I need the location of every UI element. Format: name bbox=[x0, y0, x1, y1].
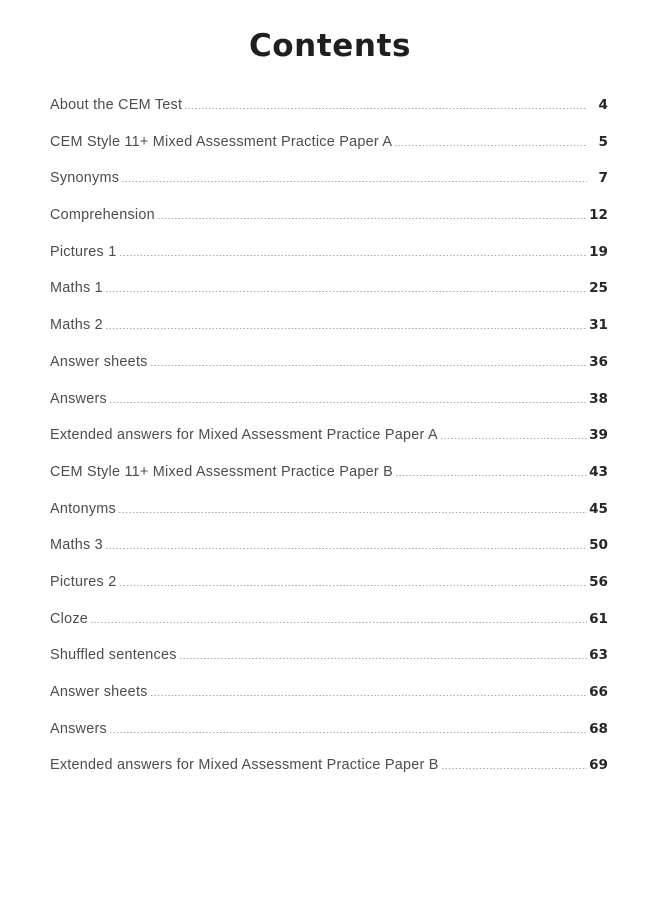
toc-entry-page-number: 39 bbox=[589, 427, 608, 444]
toc-dot-leader bbox=[395, 475, 587, 476]
toc-entry-label: Cloze bbox=[50, 610, 89, 627]
toc-entry[interactable] bbox=[50, 392, 608, 429]
toc-entry[interactable] bbox=[50, 648, 608, 685]
page-title: Contents bbox=[248, 28, 412, 64]
toc-dot-leader bbox=[121, 181, 587, 182]
toc-entry[interactable] bbox=[50, 208, 608, 245]
toc-entry-page-number: 5 bbox=[598, 133, 608, 150]
toc-entry-page-number: 36 bbox=[589, 353, 608, 370]
toc-entry-label: Antonyms bbox=[50, 500, 116, 517]
toc-dot-leader bbox=[150, 695, 587, 696]
toc-entry-page-number: 7 bbox=[598, 170, 608, 187]
toc-entry-page-number: 68 bbox=[589, 720, 608, 737]
toc-entry-label: Synonyms bbox=[50, 170, 120, 187]
toc-entry-label: CEM Style 11+ Mixed Assessment Practice Paper B bbox=[50, 463, 394, 480]
toc-entry[interactable] bbox=[50, 575, 608, 612]
toc-entry-label: Shuffled sentences bbox=[50, 647, 177, 664]
toc-entry-page-number: 63 bbox=[589, 647, 608, 664]
toc-entry[interactable] bbox=[50, 135, 608, 172]
toc-entry-page-number: 25 bbox=[589, 280, 608, 297]
toc-dot-leader bbox=[184, 108, 587, 109]
toc-entry-page-number: 56 bbox=[589, 573, 608, 590]
toc-entry[interactable] bbox=[50, 428, 608, 465]
toc-entry-label: Maths 3 bbox=[50, 537, 103, 554]
toc-entry-label: Maths 2 bbox=[50, 317, 103, 334]
toc-entry-label: Extended answers for Mixed Assessment Practice Paper B bbox=[50, 757, 439, 774]
toc-entry[interactable] bbox=[50, 465, 608, 502]
toc-entry[interactable] bbox=[50, 502, 608, 539]
table-of-contents bbox=[50, 98, 608, 795]
toc-dot-leader bbox=[440, 438, 587, 439]
toc-entry-page-number: 50 bbox=[589, 537, 608, 554]
toc-entry-label: Answers bbox=[50, 720, 107, 737]
toc-entry-page-number: 4 bbox=[598, 97, 608, 113]
toc-dot-leader bbox=[105, 548, 587, 549]
toc-entry-page-number: 45 bbox=[589, 500, 608, 517]
toc-entry[interactable] bbox=[50, 318, 608, 355]
toc-entry-label: Extended answers for Mixed Assessment Practice Paper A bbox=[50, 427, 438, 444]
toc-entry[interactable] bbox=[50, 685, 608, 722]
toc-entry-page-number: 69 bbox=[589, 757, 608, 774]
toc-entry-label: Maths 1 bbox=[50, 280, 103, 297]
toc-entry-page-number: 12 bbox=[589, 207, 608, 224]
toc-entry-label: Comprehension bbox=[50, 207, 155, 224]
toc-entry[interactable] bbox=[50, 171, 608, 208]
toc-entry[interactable] bbox=[50, 722, 608, 759]
toc-entry[interactable] bbox=[50, 355, 608, 392]
toc-dot-leader bbox=[118, 512, 587, 513]
toc-entry-page-number: 31 bbox=[589, 317, 608, 334]
toc-entry[interactable] bbox=[50, 98, 608, 135]
toc-entry-page-number: 38 bbox=[589, 390, 608, 407]
toc-dot-leader bbox=[441, 768, 587, 769]
toc-entry-label: Pictures 2 bbox=[50, 573, 117, 590]
toc-entry-page-number: 66 bbox=[589, 684, 608, 700]
toc-entry-label: Pictures 1 bbox=[50, 243, 117, 260]
toc-dot-leader bbox=[150, 365, 587, 366]
toc-dot-leader bbox=[109, 732, 587, 733]
toc-entry[interactable] bbox=[50, 538, 608, 575]
toc-entry[interactable] bbox=[50, 281, 608, 318]
toc-dot-leader bbox=[394, 145, 587, 146]
toc-dot-leader bbox=[105, 291, 587, 292]
toc-dot-leader bbox=[109, 402, 587, 403]
toc-dot-leader bbox=[90, 622, 587, 623]
toc-dot-leader bbox=[157, 218, 587, 219]
toc-entry-label: Answer sheets bbox=[50, 353, 148, 370]
toc-entry-page-number: 19 bbox=[589, 243, 608, 260]
toc-dot-leader bbox=[105, 328, 587, 329]
toc-entry-label: Answers bbox=[50, 390, 107, 407]
toc-entry-label: CEM Style 11+ Mixed Assessment Practice Paper A bbox=[50, 133, 393, 150]
toc-entry-label: Answer sheets bbox=[50, 684, 148, 700]
toc-entry[interactable] bbox=[50, 612, 608, 649]
toc-entry-page-number: 43 bbox=[589, 463, 608, 480]
toc-entry[interactable] bbox=[50, 758, 608, 795]
toc-dot-leader bbox=[179, 658, 587, 659]
toc-entry-page-number: 61 bbox=[589, 610, 608, 627]
toc-dot-leader bbox=[119, 255, 588, 256]
toc-entry[interactable] bbox=[50, 245, 608, 282]
toc-entry-label: About the CEM Test bbox=[50, 97, 183, 113]
toc-dot-leader bbox=[119, 585, 588, 586]
